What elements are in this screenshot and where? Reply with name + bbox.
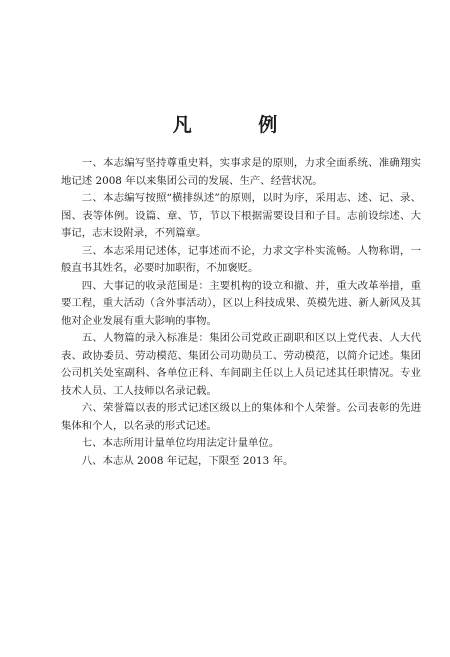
paragraph-1: 一、本志编写坚持尊重史料，实事求是的原则，力求全面系统、准确翔实地记述 2008 年以来集团公司的发展、生产、经营状况。	[61, 157, 421, 187]
paragraph-4: 四、大事记的收录范围是：主要机构的设立和撤、并，重大改革举措，重要工程，重大活动（含外事活动），区以上科技成果、英模先进、新人新风及其他对企业发展有重大影响的事物。	[61, 279, 421, 327]
paragraph-5: 五、人物篇的录入标准是：集团公司党政正副职和区以上党代表、人大代表、政协委员、劳动模范、集团公司功勋员工、劳动模范，以简介记述。集团公司机关处室副科、各单位正科、车间副主任以上人员记述其任职情况。专业技术人员、工人技师以名录记载。	[61, 332, 421, 397]
paragraph-3: 三、本志采用记述体，记事述而不论，力求文字朴实流畅。人物称谓，一般直书其姓名，必要时加职衔，不加褒贬。	[61, 244, 421, 274]
paragraph-6: 六、荣誉篇以表的形式记述区级以上的集体和个人荣誉。公司表彰的先进集体和个人，以名录的形式记述。	[61, 402, 421, 432]
paragraph-8: 八、本志从 2008 年记起，下限至 2013 年。	[81, 454, 294, 467]
page-title: 凡 例	[172, 113, 308, 136]
document-body	[61, 155, 421, 470]
paragraph-7: 七、本志所用计量单位均用法定计量单位。	[81, 437, 280, 449]
paragraph-2: 二、本志编写按照“横排纵述”的原则，以时为序，采用志、述、记、录、图、表等体例。设篇、章、节，节以下根据需要设目和子目。志前设综述、大事记，志末设附录，不列篇章。	[61, 192, 421, 239]
